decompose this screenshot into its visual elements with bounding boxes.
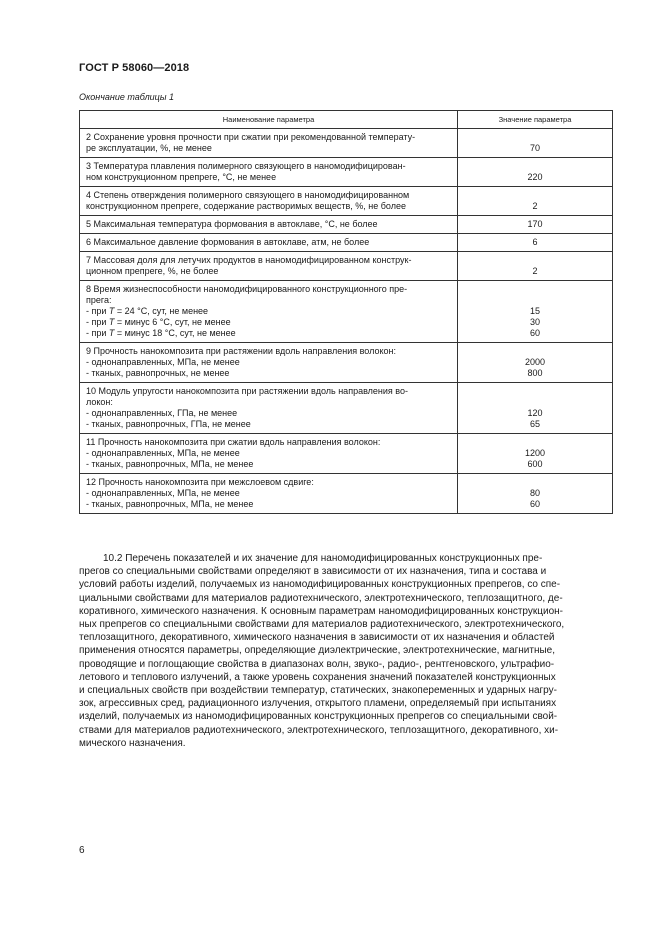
parameter-name-line: - тканых, равнопрочных, МПа, не менее (86, 499, 254, 509)
condition-suffix: = 24 °С, сут, не менее (114, 306, 209, 316)
table-row (80, 281, 613, 343)
parameter-value-cell (458, 474, 613, 514)
parameter-value: 80 (529, 488, 540, 498)
parameter-name-cell (80, 434, 458, 474)
parameter-value: 70 (529, 143, 540, 153)
condition-prefix: - при (86, 317, 109, 327)
parameter-name-cell (80, 234, 458, 252)
paragraph-line: ствами для материалов радиотехнического, электротехнического, теплозащитного, декоративного, хи- (79, 724, 559, 736)
parameter-name-line: 9 Прочность нанокомпозита при растяжении вдоль направления волокон: (86, 346, 396, 356)
parameter-value: 2 (532, 266, 538, 276)
condition-suffix: = минус 6 °С, сут, не менее (114, 317, 231, 327)
parameter-name-cell (80, 281, 458, 343)
parameter-name-line: прега: (86, 295, 112, 305)
parameter-value-cell (458, 281, 613, 343)
parameter-name-line: - однонаправленных, МПа, не менее (86, 357, 240, 367)
table-row (80, 383, 613, 434)
parameter-name-line: - однонаправленных, МПа, не менее (86, 488, 240, 498)
parameter-name-cell (80, 343, 458, 383)
parameter-name-line: - тканых, равнопрочных, ГПа, не менее (86, 419, 251, 429)
paragraph-line: изделий, получаемых из наномодифицированных конструкционных препрегов со специальными свой- (79, 711, 558, 723)
column-header-name: Наименование параметра (80, 111, 458, 129)
table-row (80, 234, 613, 252)
parameter-name-line: 7 Массовая доля для летучих продуктов в наномодифицированном конструк- (86, 255, 412, 265)
parameter-condition-line (86, 317, 453, 328)
table-caption: Окончание таблицы 1 (79, 92, 174, 102)
condition-prefix: - при (86, 306, 109, 316)
table-header-row (80, 111, 613, 129)
parameter-name-cell (80, 474, 458, 514)
parameter-value: 65 (529, 419, 540, 429)
paragraph-line: ных препрегов со специальными свойствами для материалов радиотехнического, электротехнического, (79, 619, 565, 631)
parameter-value: 1200 (524, 448, 546, 458)
parameter-value: 120 (527, 408, 543, 418)
parameter-value: 60 (529, 499, 540, 509)
temperature-variable: T (108, 306, 115, 316)
parameter-name-line: - тканых, равнопрочных, не менее (86, 368, 230, 378)
table-row (80, 252, 613, 281)
paragraph-line: применения относятся параметры, определяющие диэлектрические, электротехнические, магнитные, (79, 645, 556, 657)
parameters-table (79, 110, 613, 514)
parameter-name-line: - однонаправленных, ГПа, не менее (86, 408, 238, 418)
paragraph-line: и специальных свойств при воздействии температур, статических, знакопеременных и ударных нагру- (79, 685, 557, 697)
paragraph-line: летового и теплового излучений, а также уровень сохранения значений показателей конструкционных (79, 671, 556, 683)
parameter-name-line: локон: (86, 397, 113, 407)
parameter-value: 60 (529, 328, 540, 338)
parameter-name-line: 10 Модуль упругости нанокомпозита при растяжении вдоль направления во- (86, 386, 408, 396)
table-row (80, 343, 613, 383)
parameter-name-line: конструкционном препреге, содержание растворимых веществ, %, не более (86, 201, 406, 211)
table-row (80, 434, 613, 474)
table-row (80, 187, 613, 216)
parameter-value: 220 (527, 172, 543, 182)
parameter-condition-line (86, 328, 453, 339)
parameter-name-cell (80, 216, 458, 234)
paragraph-line: проводящие и поглощающие свойства в диапазонах волн, звуко-, радио-, рентгеновского, ультрафио- (79, 658, 555, 670)
parameter-value: 170 (527, 219, 543, 229)
paragraph-line: 10.2 Перечень показателей и их значение для наномодифицированных конструкционных пре- (103, 553, 543, 564)
parameter-value: 2 (532, 201, 538, 211)
parameter-name-line: 4 Степень отверждения полимерного связующего в наномодифицированном (86, 190, 410, 200)
parameter-name-cell (80, 252, 458, 281)
parameter-value: 2000 (524, 357, 546, 367)
paragraph-line: коративного, химического назначения. К основным параметрам наномодифицированных конструкцион- (79, 605, 563, 617)
table-row (80, 129, 613, 158)
parameter-condition-line (86, 306, 453, 317)
condition-prefix: - при (86, 328, 109, 338)
parameter-value: 6 (532, 237, 538, 247)
parameter-value-cell (458, 187, 613, 216)
parameter-value: 15 (529, 306, 540, 316)
column-header-value: Значение параметра (458, 111, 613, 129)
parameter-name-line: - тканых, равнопрочных, МПа, не менее (86, 459, 254, 469)
parameter-value: 600 (527, 459, 543, 469)
paragraph-line: условий работы изделий, получаемых из наномодифицированных конструкционных препрегов, со спе- (79, 579, 561, 591)
page-number: 6 (79, 845, 85, 856)
section-10-2-paragraph (79, 552, 613, 750)
temperature-variable: T (108, 328, 115, 338)
paragraph-line: циальными свойствами для материалов радиотехнического, электротехнического, теплозащитного, де- (79, 592, 563, 604)
parameter-name-line: - однонаправленных, МПа, не менее (86, 448, 240, 458)
parameter-value-cell (458, 252, 613, 281)
parameter-name-cell (80, 158, 458, 187)
temperature-variable: T (108, 317, 115, 327)
parameter-name-line: 3 Температура плавления полимерного связующего в наномодифицирован- (86, 161, 406, 171)
paragraph-line: теплозащитного, декоративного, химического назначения в зависимости от их назначения и областей (79, 632, 555, 644)
parameter-name-line: 5 Максимальная температура формования в автоклаве, °С, не более (86, 219, 378, 229)
parameter-name-cell (80, 129, 458, 158)
parameter-value-cell (458, 216, 613, 234)
parameter-name-line: 12 Прочность нанокомпозита при межслоевом сдвиге: (86, 477, 314, 487)
condition-suffix: = минус 18 °С, сут, не менее (114, 328, 236, 338)
paragraph-line: зок, агрессивных сред, радиационного излучения, открытого пламени, определяемый при испытаниях (79, 698, 557, 710)
parameter-value-cell (458, 383, 613, 434)
parameter-name-line: 8 Время жизнеспособности наномодифицированного конструкционного пре- (86, 284, 408, 294)
parameter-name-line: ном конструкционном препреге, °С, не менее (86, 172, 277, 182)
parameter-name-line: 2 Сохранение уровня прочности при сжатии при рекомендованной температу- (86, 132, 416, 142)
parameter-name-line: 6 Максимальное давление формования в автоклаве, атм, не более (86, 237, 370, 247)
parameter-value-cell (458, 434, 613, 474)
table-row (80, 158, 613, 187)
paragraph-line: мического назначения. (79, 737, 186, 749)
table-row (80, 216, 613, 234)
parameter-name-line: ре эксплуатации, %, не менее (86, 143, 212, 153)
parameter-value: 800 (527, 368, 543, 378)
parameter-value: 30 (529, 317, 540, 327)
document-header: ГОСТ Р 58060—2018 (79, 62, 190, 74)
parameter-name-cell (80, 383, 458, 434)
parameter-name-line: 11 Прочность нанокомпозита при сжатии вдоль направления волокон: (86, 437, 381, 447)
parameter-value-cell (458, 343, 613, 383)
parameter-value-cell (458, 129, 613, 158)
table-row (80, 474, 613, 514)
parameter-name-line: ционном препреге, %, не более (86, 266, 219, 276)
parameter-value-cell (458, 158, 613, 187)
parameter-name-cell (80, 187, 458, 216)
paragraph-line: прегов со специальными свойствами определяют в зависимости от их назначения, типа и состава и (79, 566, 547, 578)
parameter-value-cell (458, 234, 613, 252)
